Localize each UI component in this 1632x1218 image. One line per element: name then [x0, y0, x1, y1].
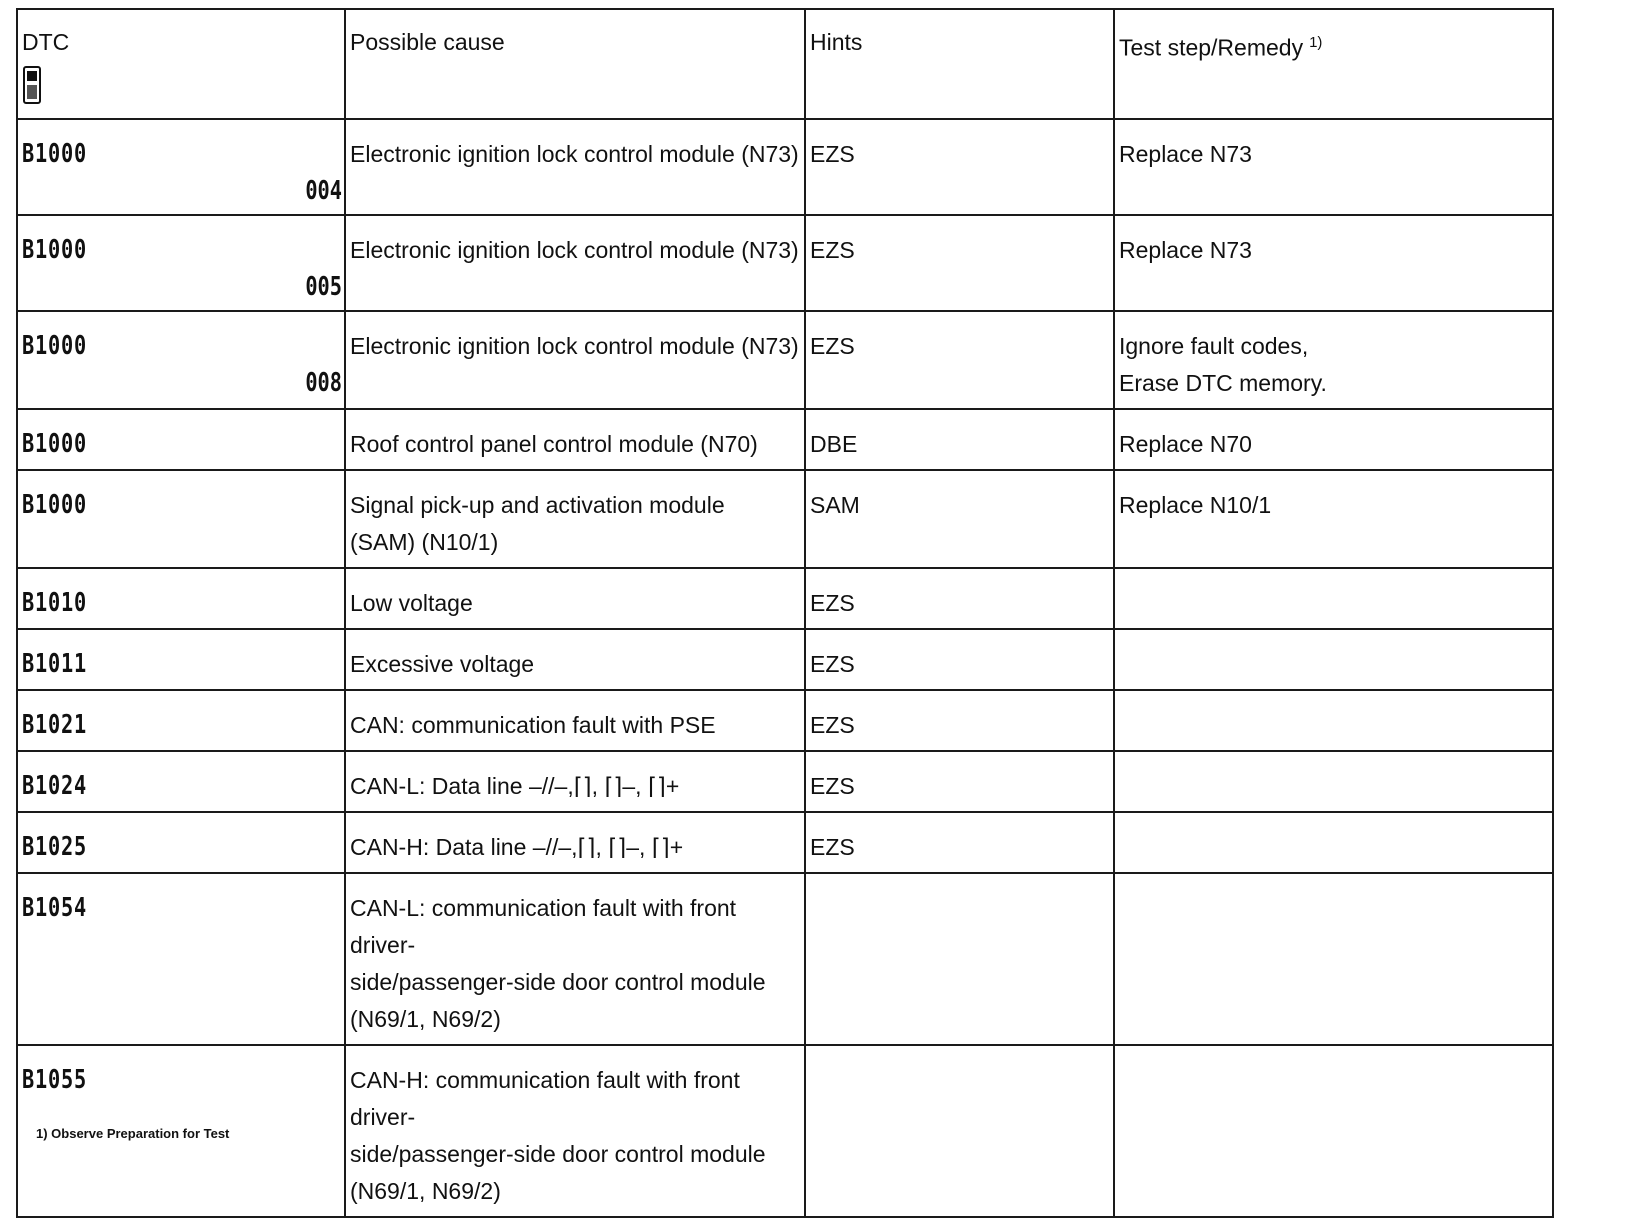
- cause-text: Electronic ignition lock control module (N73): [350, 141, 799, 167]
- hint-text: EZS: [810, 773, 855, 799]
- footnote: 1) Observe Preparation for Test: [36, 1126, 230, 1141]
- hint-text: EZS: [810, 651, 855, 677]
- cause-cell: [345, 751, 805, 812]
- cause-text: Low voltage: [350, 590, 473, 616]
- cause-text: Electronic ignition lock control module (N73): [350, 333, 799, 359]
- table-row: [17, 812, 1553, 873]
- cause-text: CAN-L: Data line –//–,⌈⌉, ⌈⌉–, ⌈⌉+: [350, 773, 680, 799]
- cause-text: Electronic ignition lock control module (N73): [350, 237, 799, 263]
- hint-text: EZS: [810, 712, 855, 738]
- cause-text: CAN-L: communication fault with front driver- side/passenger-side door control module (N69/1, N69/2): [350, 895, 766, 1032]
- remedy-cell: [1114, 311, 1553, 409]
- dtc-cell: [17, 311, 345, 409]
- dtc-cell: [17, 812, 345, 873]
- dtc-cell: [17, 470, 345, 568]
- table-row: [17, 1045, 1553, 1217]
- cause-text: Signal pick-up and activation module (SAM) (N10/1): [350, 492, 725, 555]
- remedy-cell: [1114, 568, 1553, 629]
- table-row: [17, 119, 1553, 215]
- dtc-cell: [17, 409, 345, 470]
- header-remedy: [1114, 9, 1553, 119]
- diagnostic-tester-icon: [22, 65, 42, 105]
- dtc-cell: [17, 629, 345, 690]
- dtc-code: B1010: [22, 588, 87, 618]
- table-row: [17, 470, 1553, 568]
- remedy-cell: [1114, 873, 1553, 1045]
- dtc-code: B1021: [22, 710, 87, 740]
- table-row: [17, 629, 1553, 690]
- hint-cell: [805, 690, 1114, 751]
- cause-cell: [345, 311, 805, 409]
- table-row: [17, 215, 1553, 311]
- hint-cell: [805, 751, 1114, 812]
- dtc-cell: [17, 873, 345, 1045]
- hint-cell: [805, 568, 1114, 629]
- table-row: [17, 751, 1553, 812]
- hint-text: EZS: [810, 237, 855, 263]
- hint-cell: [805, 629, 1114, 690]
- cause-cell: [345, 812, 805, 873]
- remedy-text: Replace N10/1: [1119, 492, 1272, 518]
- dtc-cell: [17, 751, 345, 812]
- header-dtc: [17, 9, 345, 119]
- remedy-text: Replace N70: [1119, 431, 1252, 457]
- hint-text: EZS: [810, 333, 855, 359]
- hint-cell: [805, 1045, 1114, 1217]
- dtc-code: B1011: [22, 649, 87, 679]
- header-cause-label: Possible cause: [350, 29, 505, 55]
- remedy-text: Ignore fault codes, Erase DTC memory.: [1119, 333, 1327, 396]
- remedy-cell: [1114, 470, 1553, 568]
- header-hints-label: Hints: [810, 29, 863, 55]
- table-header-row: [17, 9, 1553, 119]
- remedy-cell: [1114, 409, 1553, 470]
- remedy-cell: [1114, 812, 1553, 873]
- cause-cell: [345, 409, 805, 470]
- hint-cell: [805, 215, 1114, 311]
- remedy-text: Replace N73: [1119, 141, 1252, 167]
- table-row: [17, 873, 1553, 1045]
- remedy-cell: [1114, 119, 1553, 215]
- hint-cell: [805, 119, 1114, 215]
- dtc-cell: [17, 690, 345, 751]
- remedy-cell: [1114, 1045, 1553, 1217]
- dtc-subcode: 005: [305, 272, 342, 302]
- dtc-code: B1024: [22, 771, 87, 801]
- cause-cell: [345, 470, 805, 568]
- hint-text: DBE: [810, 431, 858, 457]
- cause-text: Excessive voltage: [350, 651, 535, 677]
- header-dtc-label: DTC: [22, 29, 70, 55]
- dtc-cell: [17, 119, 345, 215]
- header-remedy-footnote-ref: 1): [1309, 34, 1323, 51]
- cause-cell: [345, 119, 805, 215]
- cause-cell: [345, 690, 805, 751]
- dtc-code: B1000: [22, 139, 87, 169]
- remedy-text: Replace N73: [1119, 237, 1252, 263]
- dtc-document: [16, 8, 1552, 1218]
- remedy-cell: [1114, 629, 1553, 690]
- table-row: [17, 409, 1553, 470]
- table-row: [17, 311, 1553, 409]
- hint-cell: [805, 812, 1114, 873]
- cause-cell: [345, 1045, 805, 1217]
- cause-cell: [345, 215, 805, 311]
- cause-text: CAN-H: Data line –//–,⌈⌉, ⌈⌉–, ⌈⌉+: [350, 834, 684, 860]
- dtc-code: B1055: [22, 1065, 87, 1095]
- table-row: [17, 568, 1553, 629]
- header-cause: [345, 9, 805, 119]
- dtc-code: B1000: [22, 490, 87, 520]
- hint-text: EZS: [810, 141, 855, 167]
- hint-text: EZS: [810, 590, 855, 616]
- remedy-cell: [1114, 690, 1553, 751]
- dtc-subcode: 008: [305, 368, 342, 398]
- dtc-subcode: 004: [305, 176, 342, 206]
- header-hints: [805, 9, 1114, 119]
- dtc-code: B1054: [22, 893, 87, 923]
- hint-cell: [805, 470, 1114, 568]
- cause-cell: [345, 568, 805, 629]
- cause-cell: [345, 629, 805, 690]
- hint-cell: [805, 409, 1114, 470]
- cause-text: CAN-H: communication fault with front driver- side/passenger-side door control module (N69/1, N69/2): [350, 1067, 766, 1204]
- header-remedy-label: Test step/Remedy: [1119, 34, 1304, 61]
- remedy-cell: [1114, 751, 1553, 812]
- dtc-table: [16, 8, 1554, 1218]
- dtc-code: B1000: [22, 429, 87, 459]
- hint-text: EZS: [810, 834, 855, 860]
- remedy-cell: [1114, 215, 1553, 311]
- dtc-code: B1000: [22, 331, 87, 361]
- hint-cell: [805, 311, 1114, 409]
- hint-text: SAM: [810, 492, 860, 518]
- cause-text: Roof control panel control module (N70): [350, 431, 758, 457]
- table-row: [17, 690, 1553, 751]
- cause-cell: [345, 873, 805, 1045]
- dtc-cell: [17, 568, 345, 629]
- dtc-code: B1025: [22, 832, 87, 862]
- hint-cell: [805, 873, 1114, 1045]
- cause-text: CAN: communication fault with PSE: [350, 712, 716, 738]
- dtc-code: B1000: [22, 235, 87, 265]
- dtc-cell: [17, 215, 345, 311]
